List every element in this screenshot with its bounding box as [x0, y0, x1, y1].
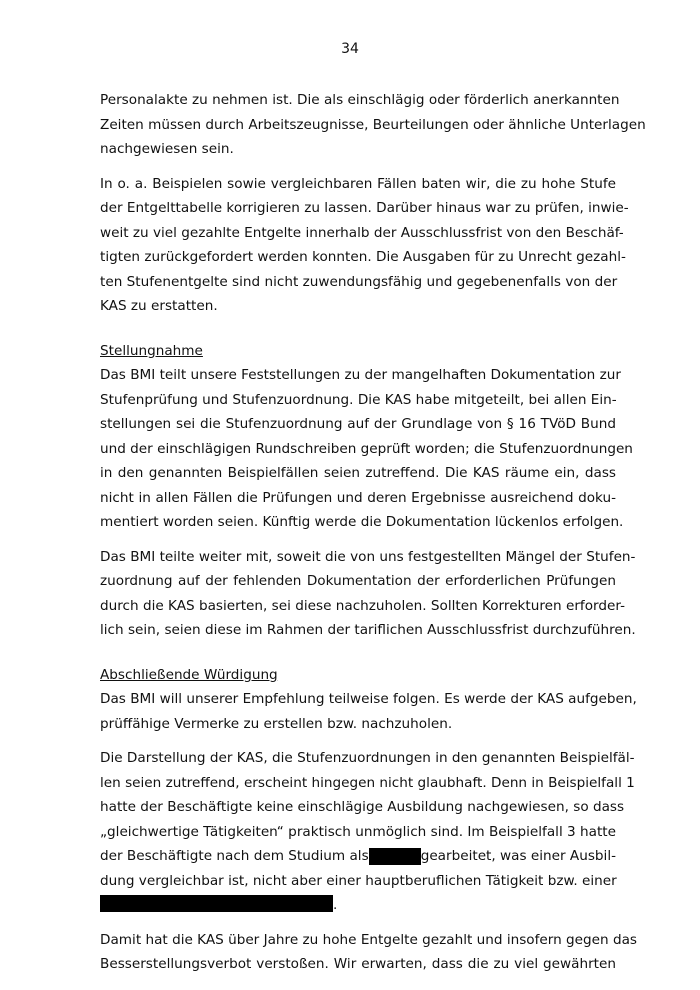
text-line: der Entgelttabelle korrigieren zu lassen. Darüber hinaus war zu prüfen, inwie-: [100, 200, 629, 216]
text-line: zuordnung auf der fehlenden Dokumentation der erforderlichen Prüfungen: [100, 573, 616, 589]
text-line: lich sein, seien diese im Rahmen der tariflichen Ausschlussfrist durchzuführen.: [100, 622, 636, 638]
text-fragment: gearbeitet, was einer Ausbil-: [420, 848, 616, 864]
text-line: hatte der Beschäftigte keine einschlägige Ausbildung nachgewiesen, so dass: [100, 799, 625, 815]
text-line: durch die KAS basierten, sei diese nachzuholen. Sollten Korrekturen erforder-: [100, 597, 625, 614]
text-line: und der einschlägigen Rundschreiben geprüft worden; die Stufenzuordnungen: [100, 440, 633, 457]
document-body: [100, 88, 646, 977]
redaction-block: [100, 895, 333, 912]
paragraph-beispiele: [100, 172, 629, 319]
paragraph-stellungnahme-1: [100, 363, 633, 535]
text-line-with-redaction: [100, 893, 616, 918]
paragraph-wuerdigung-1: [100, 687, 637, 736]
text-line: Personalakte zu nehmen ist. Die als einschlägig oder förderlich anerkannten: [100, 92, 620, 108]
text-line: tigten zurückgefordert werden konnten. Die Ausgaben für zu Unrecht gezahl-: [100, 249, 626, 265]
heading-abschliessende-wuerdigung: Abschließende Würdigung: [100, 666, 278, 683]
text-line: Das BMI teilt unsere Feststellungen zu der mangelhaften Dokumentation zur: [100, 367, 621, 383]
paragraph-stellungnahme-2: [100, 545, 636, 643]
text-line: KAS zu erstatten.: [100, 298, 218, 314]
text-fragment: .: [333, 897, 338, 913]
text-line: Zeiten müssen durch Arbeitszeugnisse, Beurteilungen oder ähnliche Unterlagen: [100, 116, 646, 133]
text-line: ten Stufenentgelte sind nicht zuwendungsfähig und gegebenenfalls von der: [100, 273, 618, 290]
text-line-with-redaction: [100, 844, 616, 869]
text-line: Damit hat die KAS über Jahre zu hohe Entgelte gezahlt und insofern gegen das: [100, 931, 638, 948]
page-number: 34: [341, 41, 359, 57]
text-line: weit zu viel gezahlte Entgelte innerhalb der Ausschlussfrist von den Beschäf-: [100, 224, 624, 241]
text-line: nachgewiesen sein.: [100, 141, 234, 157]
text-line: „gleichwertige Tätigkeiten“ praktisch unmöglich sind. Im Beispielfall 3 hatte: [100, 823, 616, 840]
text-line: in den genannten Beispielfällen seien zutreffend. Die KAS räume ein, dass: [100, 465, 616, 481]
text-line: stellungen sei die Stufenzuordnung auf der Grundlage von § 16 TVöD Bund: [100, 416, 616, 432]
text-line: Stufenprüfung und Stufenzuordnung. Die KAS habe mitgeteilt, bei allen Ein-: [100, 391, 617, 408]
text-line: dung vergleichbar ist, nicht aber einer hauptberuflichen Tätigkeit bzw. einer: [100, 872, 617, 889]
text-line: Die Darstellung der KAS, die Stufenzuordnungen in den genannten Beispielfäl-: [100, 750, 635, 766]
text-line: Das BMI will unserer Empfehlung teilweise folgen. Es werde der KAS aufgeben,: [100, 691, 637, 707]
text-line: mentiert worden seien. Künftig werde die Dokumentation lückenlos erfolgen.: [100, 514, 624, 530]
text-line: In o. a. Beispielen sowie vergleichbaren Fällen baten wir, die zu hohe Stufe: [100, 175, 616, 192]
heading-stellungnahme: Stellungnahme: [100, 342, 203, 359]
text-line: prüffähige Vermerke zu erstellen bzw. nachzuholen.: [100, 715, 453, 732]
text-fragment: der Beschäftigte nach dem Studium als: [100, 848, 369, 864]
text-line: Das BMI teilte weiter mit, soweit die von uns festgestellten Mängel der Stufen-: [100, 548, 636, 565]
text-line: len seien zutreffend, erscheint hingegen nicht glaubhaft. Denn in Beispielfall 1: [100, 774, 635, 791]
redaction-block: [369, 848, 421, 865]
paragraph-wuerdigung-2: [100, 746, 635, 918]
text-line: Besserstellungsverbot verstoßen. Wir erwarten, dass die zu viel gewährten: [100, 956, 616, 972]
paragraph-personalakte: [100, 88, 646, 162]
paragraph-wuerdigung-3: [100, 928, 638, 977]
text-line: nicht in allen Fällen die Prüfungen und deren Ergebnisse ausreichend doku-: [100, 489, 616, 506]
